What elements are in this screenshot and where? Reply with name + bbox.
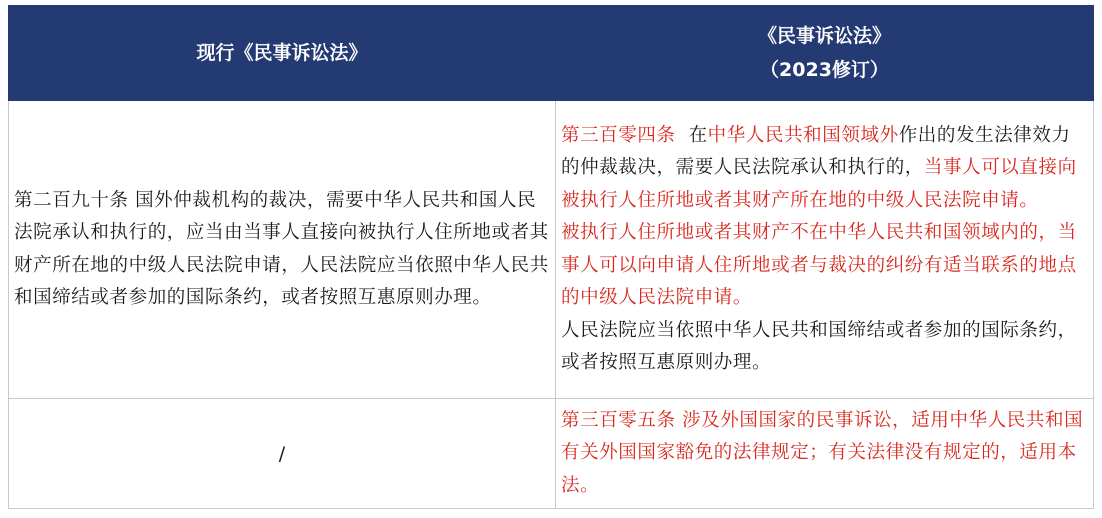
header-current-law (9, 6, 556, 101)
article-304-number: 第三百零四条 (561, 124, 676, 146)
article-304-paragraph-3: 人民法院应当依照中华人民共和国缔结或者参加的国际条约，或者按照互惠原则办理。 (561, 319, 1077, 373)
article-304-text-c: 当事人可以直接向被执行人住所地或者其财产所在地的中级人民法院申请。 (561, 157, 1077, 211)
article-304-territory: 中华人民共和国领域外 (707, 124, 899, 146)
header-revised-law-year: （2023修订） (760, 59, 889, 81)
article-304-paragraph-1 (561, 120, 1087, 218)
current-none-mark: / (278, 442, 286, 465)
article-304-paragraph-2: 被执行人住所地或者其财产不在中华人民共和国领域内的，当事人可以向申请人住所地或者与裁决的纠纷有适当联系的地点的中级人民法院申请。 (561, 222, 1077, 308)
current-article-290-cell (9, 101, 556, 399)
header-current-law-label: 现行《民事诉讼法》 (196, 42, 368, 64)
revised-article-305-cell (556, 399, 1094, 509)
header-revised-law-title: 《民事诉讼法》 (757, 25, 891, 47)
header-revised-law (556, 6, 1094, 101)
revised-article-304-text (556, 120, 1093, 380)
article-304-text-b: 作出的发生法律效力的仲裁裁决，需要人民法院承认和执行的， (561, 124, 1071, 178)
current-none-cell (9, 399, 556, 509)
table-row (9, 399, 1094, 509)
table-row (9, 101, 1094, 399)
revised-article-305-text: 第三百零五条 涉及外国国家的民事诉讼，适用中华人民共和国有关外国国家豁免的法律规定；有关法律没有规定的，适用本法。 (561, 409, 1084, 496)
article-304-text-a: 在 (675, 124, 708, 146)
revised-article-304-cell (556, 101, 1094, 399)
comparison-table (8, 5, 1094, 509)
current-article-290-text: 第二百九十条 国外仲裁机构的裁决，需要中华人民共和国人民法院承认和执行的，应当由当事人直接向被执行人住所地或者其财产所在地的中级人民法院申请，人民法院应当依照中华人民共和国缔结或者参加的国际条约，或者按照互惠原则办理。 (14, 189, 549, 308)
header-row (9, 6, 1094, 101)
